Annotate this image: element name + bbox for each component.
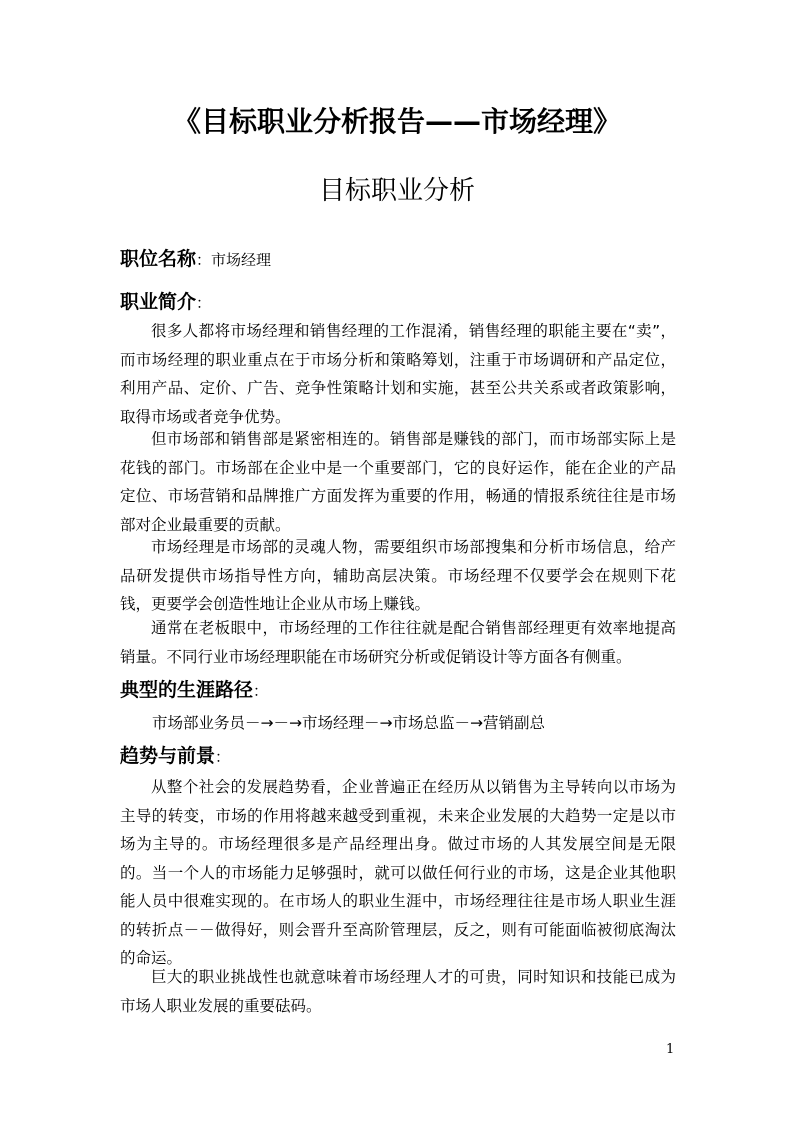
position-label: 职位名称 bbox=[120, 248, 197, 270]
intro-heading bbox=[120, 287, 211, 314]
trend-heading bbox=[120, 741, 230, 768]
intro-label: 职业简介 bbox=[120, 291, 197, 313]
career-path: 市场部业务员－→－→市场经理－→市场总监－→营销副总 bbox=[152, 714, 545, 732]
trend-colon: ： bbox=[215, 748, 231, 766]
intro-paragraph-2: 但市场部和销售部是紧密相连的。销售部是赚钱的部门，而市场部实际上是花钱的部门。市场部在企业中是一个重要部门，它的良好运作，能在企业的产品定位、市场营销和品牌推广方面发挥为重要的作用，畅通的情报系统往往是市场部对企业最重要的贡献。 bbox=[120, 430, 676, 534]
career-colon: ： bbox=[253, 682, 269, 700]
trend-label: 趋势与前景 bbox=[120, 745, 216, 767]
intro-paragraph-3: 市场经理是市场部的灵魂人物，需要组织市场部搜集和分析市场信息，给产品研发提供市场指导性方向，辅助高层决策。市场经理不仅要学会在规则下花钱，更要学会创造性地让企业从市场上赚钱。 bbox=[120, 538, 676, 613]
intro-paragraph-4: 通常在老板眼中，市场经理的工作往往就是配合销售部经理更有效率地提高销量。不同行业市场经理职能在市场研究分析或促销设计等方面各有侧重。 bbox=[120, 619, 676, 666]
section-title: 目标职业分析 bbox=[318, 176, 475, 206]
trend-paragraph-2: 巨大的职业挑战性也就意味着市场经理人才的可贵，同时知识和技能已成为市场人职业发展的重要砝码。 bbox=[120, 968, 676, 1015]
career-label: 典型的生涯路径 bbox=[120, 679, 254, 701]
intro-colon: ： bbox=[196, 294, 212, 312]
position-heading bbox=[120, 244, 271, 271]
intro-paragraph-1: 很多人都将市场经理和销售经理的工作混淆，销售经理的职能主要在“卖”，而市场经理的职业重点在于市场分析和策略筹划，注重于市场调研和产品定位，利用产品、定价、广告、竞争性策略计划和实施，甚至公共关系或者政策影响，取得市场或者竞争优势。 bbox=[120, 322, 676, 426]
position-value: ：市场经理 bbox=[196, 251, 272, 269]
career-heading bbox=[120, 675, 268, 702]
page-number: 1 bbox=[666, 1042, 675, 1057]
report-title: 《目标职业分析报告——市场经理》 bbox=[172, 105, 621, 138]
trend-paragraph-1: 从整个社会的发展趋势看，企业普遍正在经历从以销售为主导转向以市场为主导的转变，市场的作用将越来越受到重视，未来企业发展的大趋势一定是以市场为主导的。市场经理很多是产品经理出身。做过市场的人其发展空间是无限的。当一个人的市场能力足够强时，就可以做任何行业的市场，这是企业其他职能人员中很难实现的。在市场人的职业生涯中，市场经理往往是市场人职业生涯的转折点－－做得好，则会晋升至高阶管理层，反之，则有可能面临被彻底淘汰的命运。 bbox=[120, 778, 676, 967]
